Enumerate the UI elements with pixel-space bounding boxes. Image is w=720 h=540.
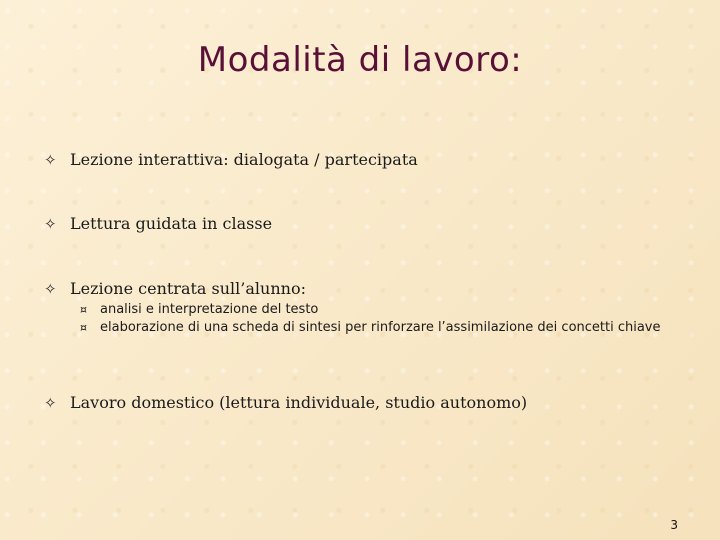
- sub-bullet-text: analisi e interpretazione del testo: [100, 302, 319, 317]
- bullet-text: Lettura guidata in classe: [70, 214, 273, 233]
- sub-bullet-icon: ¤: [80, 321, 87, 334]
- bullet-star-icon: ✧: [44, 215, 57, 233]
- bullet-star-icon: ✧: [44, 151, 57, 169]
- sub-bullet-text: elaborazione di una scheda di sintesi per rinforzare l’assimilazione dei concetti chiave: [100, 320, 661, 335]
- bullet-item: [44, 393, 684, 413]
- bullet-star-icon: ✧: [44, 394, 57, 412]
- bullet-item: [44, 279, 684, 299]
- slide-title: Modalità di lavoro:: [197, 40, 523, 80]
- bullet-item: [44, 214, 684, 234]
- bullet-text: Lezione centrata sull’alunno:: [70, 279, 306, 298]
- bullet-text: Lavoro domestico (lettura individuale, studio autonomo): [70, 393, 528, 412]
- page-number: 3: [670, 518, 678, 532]
- bullet-text: Lezione interattiva: dialogata / partecipata: [70, 150, 418, 169]
- bullet-star-icon: ✧: [44, 280, 57, 298]
- sub-bullet-icon: ¤: [80, 303, 87, 316]
- sub-bullet-item: [80, 301, 680, 318]
- bullet-item: [44, 150, 684, 170]
- sub-bullet-item: [80, 319, 680, 336]
